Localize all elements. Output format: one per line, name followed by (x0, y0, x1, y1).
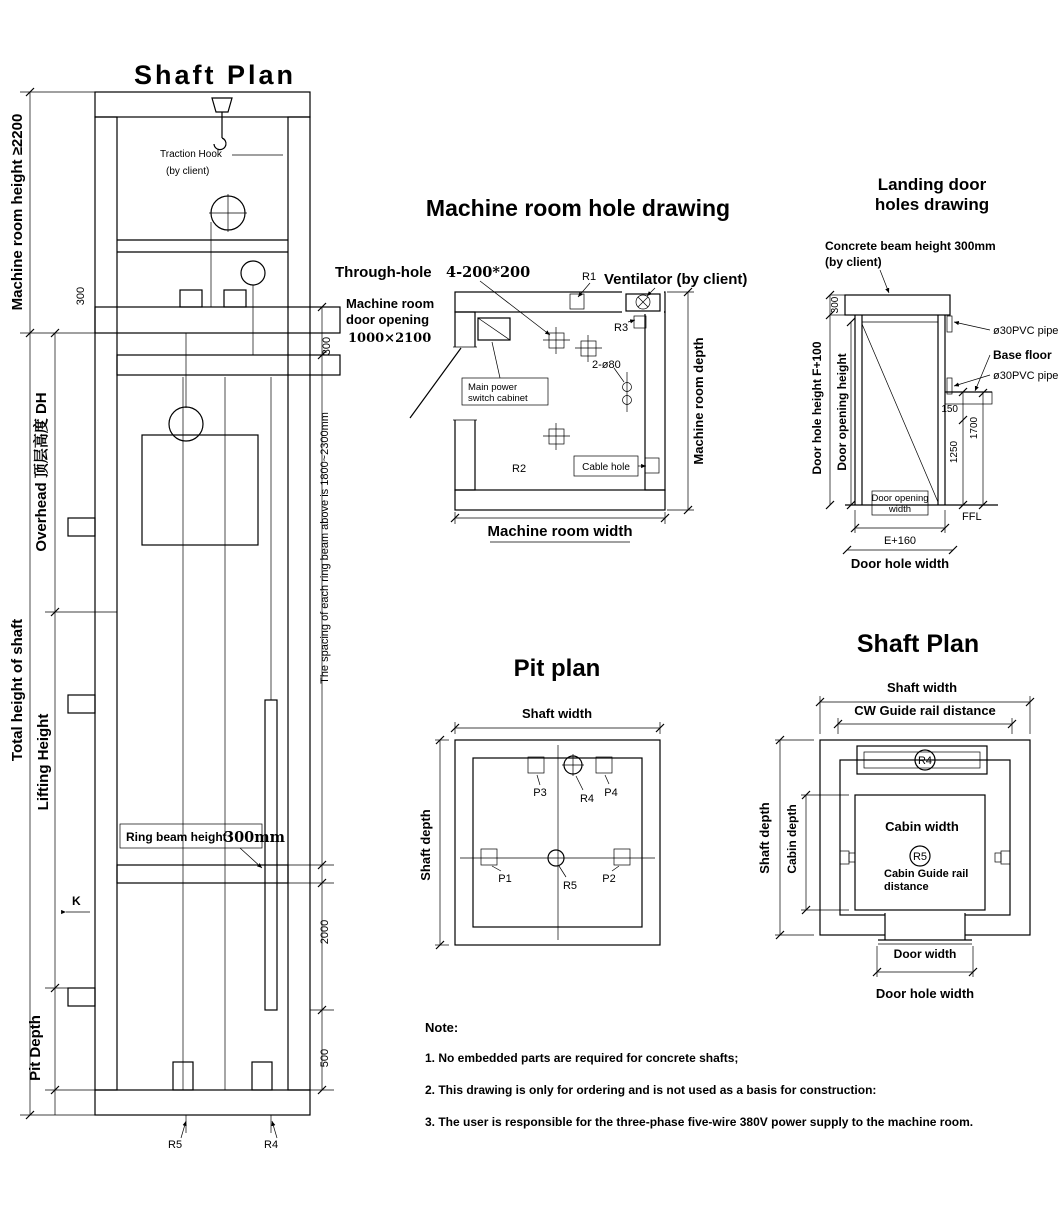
sp-outer-wall (820, 740, 1030, 935)
p3-label: P3 (533, 787, 547, 799)
r1-hole (570, 294, 584, 309)
notes (425, 1020, 973, 1129)
note-item-3: 3. The user is responsible for the three-phase five-wire 380V power supply to the machine room. (425, 1115, 974, 1129)
shaft-plan-drawing (757, 630, 1034, 1001)
door-width-label: Door width (893, 947, 957, 961)
pvc-pipe-upper (947, 316, 952, 332)
pit-r4-label: R4 (579, 793, 595, 805)
pit-dimensions (435, 722, 664, 949)
ld-dim-1250: 1250 (949, 440, 960, 464)
door-frame (855, 315, 945, 505)
base-floor-label: Base floor (993, 348, 1052, 362)
landing-title-2: holes drawing (874, 195, 990, 214)
pit-depth-label: Pit Depth (27, 1015, 44, 1081)
mr-depth-label: Machine room depth (691, 337, 706, 465)
elevation-dimension-lines (20, 92, 334, 1115)
sp-r5-label: R5 (912, 851, 928, 863)
sp-door-hole-width-label: Door hole width (875, 986, 975, 1001)
sp-shaft-width-label: Shaft width (886, 680, 958, 695)
sp-door-gap (885, 913, 965, 937)
pit-buffer (252, 1062, 272, 1090)
cabin-guide-label-1: Cabin Guide rail (884, 868, 969, 880)
shaft-elevation (9, 60, 340, 1151)
door-hole-height-label: Door hole height F+100 (810, 341, 824, 475)
r4-mark: R4 (264, 1139, 279, 1151)
note-heading: Note: (425, 1020, 459, 1035)
concrete-beam-label-1: Concrete beam height 300mm (825, 239, 996, 253)
mr-width-label: Machine room width (487, 523, 633, 540)
pvc-pipe-bottom-label: ø30PVC pipe (993, 370, 1059, 382)
ring-spacing-label: The spacing of each ring beam above is 1800~2300mm (319, 412, 331, 684)
traction-hook-label: Traction Hook (160, 149, 222, 160)
power-cabinet-label-2: switch cabinet (468, 393, 528, 404)
dim-500: 500 (319, 1048, 331, 1068)
through-hole-label: Through-hole (335, 264, 432, 281)
d80-label: 2-ø80 (592, 359, 621, 371)
p1-hole (481, 849, 497, 865)
deflector-sheave (241, 261, 265, 285)
traction-machine (117, 194, 288, 307)
sp-shaft-depth-label: Shaft depth (757, 802, 772, 874)
door-opening-width-label-1: Door opening (871, 493, 929, 504)
k-mark: K (72, 894, 81, 908)
ventilator-label: Ventilator (by client) (604, 271, 748, 288)
dim-2000: 2000 (319, 919, 331, 945)
sp-r4-label: R4 (917, 755, 933, 767)
ring-beam-value: 300mm (224, 829, 285, 846)
shaft-plan-title: Shaft Plan (856, 630, 980, 658)
landing-slab (68, 988, 95, 1006)
cabin (142, 435, 258, 545)
lifting-height-label: Lifting Height (35, 713, 52, 811)
mr-door-size: 1000×2100 (348, 331, 432, 346)
pit-outer-wall (455, 740, 660, 945)
r2-label: R2 (512, 463, 527, 475)
pit-plan-drawing (418, 655, 664, 949)
pit-shaft-width-label: Shaft width (521, 706, 593, 721)
landing-door-drawing (810, 175, 1058, 571)
cw-guide-rail-label: CW Guide rail distance (854, 703, 996, 718)
ld-dim-e160: E+160 (883, 535, 917, 547)
p4-label: P4 (604, 787, 618, 799)
through-hole-value: 4-200*200 (446, 264, 531, 281)
right-wall (288, 117, 310, 1090)
mr-leader-lines (410, 281, 655, 418)
p1-label: P1 (498, 873, 512, 885)
pvc-pipe-top-label: ø30PVC pipe (993, 325, 1059, 337)
landing-slab (68, 518, 95, 536)
left-wall (95, 117, 117, 1090)
main-title: Shaft Plan (133, 60, 297, 90)
pit-shaft-depth-label: Shaft depth (418, 809, 433, 881)
elevation-dimension-ticks (26, 88, 326, 1119)
pit-leader-lines (492, 775, 619, 877)
ventilator-symbol (622, 290, 664, 314)
p4-hole (596, 757, 612, 773)
p3-hole (528, 757, 544, 773)
ropes-and-rails (183, 222, 271, 1090)
ffl-label: FFL (962, 511, 982, 523)
traction-hook-symbol (212, 98, 283, 155)
door-opening-height-label: Door opening height (835, 353, 849, 471)
r1-label: R1 (582, 271, 597, 283)
mr-door-label-2: door opening (346, 312, 430, 327)
ring-beam (117, 865, 288, 883)
landing-title-1: Landing door (877, 175, 987, 194)
dim-300-right: 300 (321, 336, 333, 356)
cabin-guide-label-2: distance (884, 881, 929, 893)
ring-beam-label: Ring beam height (126, 830, 227, 844)
cable-hole (645, 458, 659, 473)
machine-room-title: Machine room hole drawing (425, 195, 731, 221)
mr-right-wall (645, 312, 665, 490)
dim-300-left: 300 (75, 286, 87, 306)
ld-leader-lines (880, 270, 990, 391)
total-height-label: Total height of shaft (9, 618, 26, 762)
traction-hook-byclient: (by client) (166, 166, 210, 177)
r5-mark: R5 (168, 1139, 183, 1151)
pit-floor-slab (95, 1090, 310, 1115)
machine-room-floor (95, 307, 340, 333)
pit-r5-label: R5 (562, 880, 578, 892)
power-cabinet-label-1: Main power (468, 382, 518, 393)
top-slab (95, 92, 310, 117)
mr-door-label-1: Machine room (346, 296, 435, 311)
landing-slab (68, 695, 95, 713)
machine-beam (117, 355, 340, 375)
ld-dim-150: 150 (941, 404, 958, 415)
r3-hole (634, 316, 646, 328)
p2-label: P2 (602, 873, 616, 885)
through-holes (543, 327, 602, 450)
r3-label: R3 (614, 322, 629, 334)
mr-bottom-wall (455, 490, 665, 510)
bottom-reference-marks (181, 1115, 277, 1138)
machine-room-height-label: Machine room height ≥2200 (9, 113, 26, 311)
note-item-2: 2. This drawing is only for ordering and is not used as a basis for construction: (425, 1083, 877, 1097)
counterweight (265, 700, 277, 1010)
ld-dim-1700: 1700 (969, 416, 980, 440)
concrete-beam (845, 295, 950, 315)
concrete-beam-label-2: (by client) (825, 255, 882, 269)
door-hole-width-label: Door hole width (850, 556, 950, 571)
pit-plan-title: Pit plan (513, 655, 601, 682)
p2-hole (614, 849, 630, 865)
cabin-width-label: Cabin width (885, 819, 959, 834)
d80-holes (614, 368, 632, 412)
cabin-sheave (169, 407, 203, 441)
note-item-1: 1. No embedded parts are required for concrete shafts; (425, 1051, 739, 1065)
cable-hole-label: Cable hole (582, 462, 630, 473)
pit-interior (473, 758, 642, 927)
cabin-depth-label: Cabin depth (785, 804, 799, 874)
ld-dim-300: 300 (830, 296, 841, 314)
overhead-label: Overhead 顶层高度 DH (33, 392, 50, 552)
door-opening-width-label-2: width (888, 504, 912, 515)
machine-room-hole-drawing (335, 195, 747, 542)
mr-dimensions (451, 288, 694, 542)
